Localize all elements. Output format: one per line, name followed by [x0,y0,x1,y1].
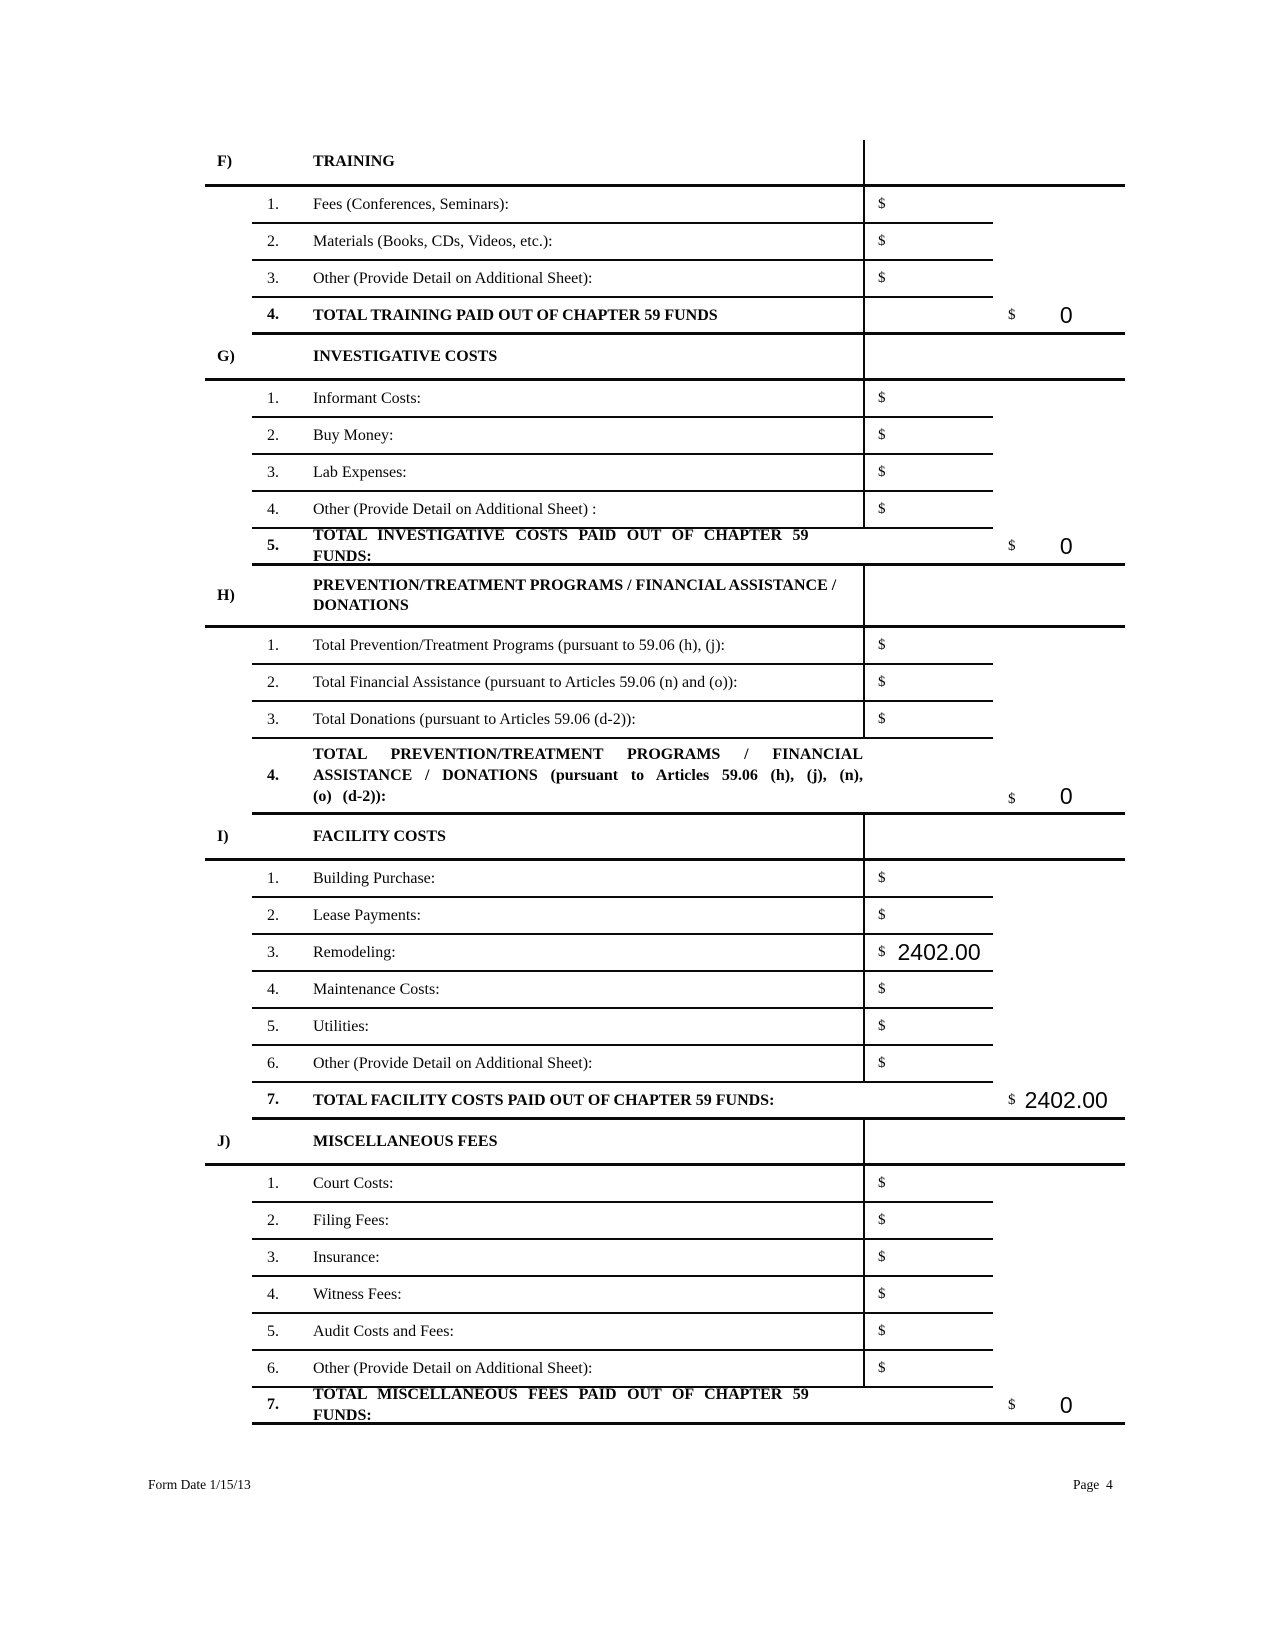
section-letter: F) [217,153,233,170]
row-label-cell [313,1388,863,1425]
row-label: Court Costs: [313,1175,394,1192]
form-row [205,972,1125,1009]
row-number: 1. [267,1174,279,1192]
form-row [205,1314,1125,1351]
row-number-cell [252,861,313,898]
row-label-cell [313,298,863,335]
dollar-sign: $ [878,427,886,443]
amount-cell [863,861,993,898]
row-label: Witness Fees: [313,1286,402,1303]
row-label: Other (Provide Detail on Additional Sheet) : [313,501,597,518]
row-label-cell [313,972,863,1009]
amount-cell [863,455,993,492]
form-row [205,529,1125,566]
row-number: 3. [267,710,279,728]
form-row [205,261,1125,298]
amount-cell [863,1351,993,1388]
dollar-sign: $ [878,1175,886,1191]
form-row [205,1240,1125,1277]
row-label-cell [313,381,863,418]
row-label: Lab Expenses: [313,464,407,481]
header-spacer-cell [252,140,313,187]
row-label-cell [313,898,863,935]
section-letter-cell [205,815,252,861]
row-label-cell [313,1277,863,1314]
total-spacer-cell [993,1240,1125,1277]
header-amount-cell [863,566,993,628]
row-number-cell [252,1083,313,1120]
header-spacer-cell [252,335,313,381]
row-number-cell [252,455,313,492]
form-row [205,455,1125,492]
dollar-sign: $ [1008,306,1016,323]
row-label: Buy Money: [313,427,394,444]
row-label-cell [313,1166,863,1203]
total-spacer-cell [993,224,1125,261]
row-number: 4. [267,766,279,784]
total-amount-field[interactable]: 0 [1059,783,1073,809]
row-number: 1. [267,636,279,654]
section-header-row [205,1120,1125,1166]
row-label: Lease Payments: [313,907,421,924]
section-letter: H) [217,586,235,604]
form-row [205,1046,1125,1083]
amount-cell [863,418,993,455]
header-total-cell [993,335,1125,381]
row-number: 4. [267,306,279,323]
amount-cell [863,665,993,702]
row-label: TOTAL INVESTIGATIVE COSTS PAID OUT OF CHAPTER 59 FUNDS: [313,527,809,565]
header-amount-cell [863,335,993,381]
row-letter-spacer [205,1388,252,1425]
amount-spacer-cell [863,529,993,566]
row-label: Materials (Books, CDs, Videos, etc.): [313,233,553,250]
row-number-cell [252,1314,313,1351]
row-label-cell [313,418,863,455]
row-number-cell [252,972,313,1009]
dollar-sign: $ [1008,791,1016,807]
section-title: INVESTIGATIVE COSTS [313,347,498,365]
total-amount-cell [993,298,1125,335]
row-number: 5. [267,1322,279,1340]
row-label-cell [313,1083,863,1120]
total-spacer-cell [993,418,1125,455]
row-label: TOTAL TRAINING PAID OUT OF CHAPTER 59 FUNDS [313,306,718,324]
section-title: TRAINING [313,153,395,170]
total-spacer-cell [993,261,1125,298]
row-number: 3. [267,269,279,287]
form-row [205,1388,1125,1425]
form-row [205,187,1125,224]
expense-form-table [205,140,1125,1425]
dollar-sign: $ [878,390,886,406]
row-label: Other (Provide Detail on Additional Sheet): [313,1360,593,1377]
amount-cell [863,1314,993,1351]
header-total-cell [993,1120,1125,1166]
row-number-cell [252,381,313,418]
dollar-sign: $ [878,1212,886,1228]
form-row [205,1009,1125,1046]
total-spacer-cell [993,702,1125,739]
dollar-sign: $ [878,196,886,212]
section-header-row [205,815,1125,861]
form-row [205,898,1125,935]
amount-cell [863,261,993,298]
section-letter-cell [205,335,252,381]
row-letter-spacer [205,529,252,566]
dollar-sign: $ [878,1055,886,1071]
row-letter-spacer [205,1166,252,1203]
amount-cell [863,492,993,529]
total-spacer-cell [993,1351,1125,1388]
row-label: TOTAL MISCELLANEOUS FEES PAID OUT OF CHAPTER 59 FUNDS: [313,1386,809,1424]
dollar-sign: $ [878,501,886,517]
amount-cell [863,187,993,224]
dollar-sign: $ [878,1018,886,1034]
amount-cell [863,1277,993,1314]
form-row [205,1166,1125,1203]
row-letter-spacer [205,1240,252,1277]
row-number-cell [252,898,313,935]
row-letter-spacer [205,702,252,739]
row-letter-spacer [205,1351,252,1388]
dollar-sign: $ [878,711,886,727]
total-amount-cell [993,739,1125,815]
total-spacer-cell [993,898,1125,935]
section-title-cell [313,566,863,628]
row-label-cell [313,492,863,529]
row-number-cell [252,1388,313,1425]
form-row [205,381,1125,418]
amount-cell [863,935,993,972]
row-letter-spacer [205,861,252,898]
row-label-cell [313,665,863,702]
form-row [205,702,1125,739]
section-header-row [205,140,1125,187]
total-amount-cell [993,1388,1125,1425]
dollar-sign: $ [878,674,886,690]
form-row [205,224,1125,261]
form-row [205,665,1125,702]
amount-cell [863,972,993,1009]
amount-spacer-cell [863,298,993,335]
row-letter-spacer [205,1203,252,1240]
section-header-row [205,566,1125,628]
section-title: PREVENTION/TREATMENT PROGRAMS / FINANCIAL ASSISTANCE / DONATIONS [313,576,837,614]
dollar-sign: $ [878,944,886,960]
row-label-cell [313,628,863,665]
total-spacer-cell [993,628,1125,665]
row-label: Other (Provide Detail on Additional Sheet): [313,270,593,287]
form-row [205,1351,1125,1388]
row-letter-spacer [205,381,252,418]
row-number-cell [252,1046,313,1083]
row-number-cell [252,529,313,566]
form-row [205,1083,1125,1120]
dollar-sign: $ [878,270,886,286]
row-number: 4. [267,980,279,998]
header-amount-cell [863,1120,993,1166]
row-number-cell [252,1240,313,1277]
row-letter-spacer [205,1009,252,1046]
row-label-cell [313,1351,863,1388]
row-number: 3. [267,463,279,481]
total-amount-field[interactable]: 0 [1059,532,1073,559]
amount-spacer-cell [863,1388,993,1425]
row-number: 3. [267,943,279,961]
total-amount-field[interactable]: 0 [1059,301,1073,328]
amount-cell [863,1166,993,1203]
row-letter-spacer [205,1046,252,1083]
dollar-sign: $ [878,1249,886,1265]
row-letter-spacer [205,935,252,972]
form-row [205,418,1125,455]
amount-cell [863,1240,993,1277]
amount-spacer-cell [863,739,993,815]
total-spacer-cell [993,1046,1125,1083]
total-spacer-cell [993,455,1125,492]
row-letter-spacer [205,1083,252,1120]
amount-cell [863,224,993,261]
row-number-cell [252,1166,313,1203]
row-letter-spacer [205,1277,252,1314]
row-label-cell [313,1046,863,1083]
row-number: 6. [267,1054,279,1072]
amount-cell [863,702,993,739]
header-total-cell [993,815,1125,861]
section-title: FACILITY COSTS [313,827,446,845]
row-label-cell [313,1314,863,1351]
header-spacer-cell [252,1120,313,1166]
row-number-cell [252,418,313,455]
form-row [205,298,1125,335]
row-label: Building Purchase: [313,870,436,887]
row-number-cell [252,1009,313,1046]
row-letter-spacer [205,298,252,335]
amount-cell [863,1203,993,1240]
total-spacer-cell [993,492,1125,529]
section-header-row [205,335,1125,381]
row-number: 2. [267,426,279,444]
amount-cell [863,898,993,935]
header-spacer-cell [252,566,313,628]
row-number-cell [252,702,313,739]
row-number-cell [252,492,313,529]
row-number: 5. [267,1017,279,1035]
row-label-cell [313,861,863,898]
dollar-sign: $ [1008,537,1016,554]
row-number-cell [252,628,313,665]
dollar-sign: $ [878,1286,886,1302]
row-number: 1. [267,195,279,213]
dollar-sign: $ [878,1360,886,1376]
row-label: Remodeling: [313,944,396,961]
dollar-sign: $ [878,907,886,923]
section-letter: G) [217,347,235,365]
section-letter: J) [217,1132,231,1150]
row-number-cell [252,187,313,224]
section-letter-cell [205,566,252,628]
section-title-cell [313,815,863,861]
dollar-sign: $ [878,637,886,653]
total-spacer-cell [993,381,1125,418]
section-letter: I) [217,827,229,845]
total-amount-field[interactable]: 2402.00 [1024,1086,1108,1113]
row-label-cell [313,1203,863,1240]
row-label: Audit Costs and Fees: [313,1323,454,1340]
footer-page-number: Page 4 [1073,1477,1113,1492]
row-number-cell [252,665,313,702]
row-letter-spacer [205,187,252,224]
row-number-cell [252,298,313,335]
row-letter-spacer [205,224,252,261]
total-spacer-cell [993,1203,1125,1240]
row-label-cell [313,187,863,224]
row-label-cell [313,1240,863,1277]
row-number: 2. [267,906,279,924]
row-number: 4. [267,1285,279,1303]
row-letter-spacer [205,418,252,455]
row-number-cell [252,935,313,972]
row-letter-spacer [205,972,252,1009]
dollar-sign: $ [878,233,886,249]
row-number-cell [252,261,313,298]
total-spacer-cell [993,665,1125,702]
row-number: 3. [267,1248,279,1266]
section-letter-cell [205,140,252,187]
row-number: 6. [267,1359,279,1377]
header-total-cell [993,566,1125,628]
row-label-cell [313,702,863,739]
header-spacer-cell [252,815,313,861]
row-number-cell [252,1203,313,1240]
row-label-cell [313,935,863,972]
total-amount-field[interactable]: 0 [1059,1391,1073,1418]
section-title-cell [313,335,863,381]
total-amount-cell [993,1083,1125,1120]
total-spacer-cell [993,1277,1125,1314]
dollar-sign: $ [878,981,886,997]
form-row [205,739,1125,815]
dollar-sign: $ [1008,1396,1016,1413]
row-label: Utilities: [313,1018,369,1035]
row-letter-spacer [205,492,252,529]
row-label: Total Prevention/Treatment Programs (pursuant to 59.06 (h), (j): [313,637,725,654]
row-number: 7. [267,1091,279,1108]
row-number: 1. [267,389,279,407]
row-letter-spacer [205,455,252,492]
amount-cell [863,381,993,418]
amount-cell [863,1046,993,1083]
row-label: Informant Costs: [313,390,421,407]
form-row [205,1203,1125,1240]
amount-cell [863,628,993,665]
row-label: Total Donations (pursuant to Articles 59.06 (d-2)): [313,711,636,728]
row-label: TOTAL FACILITY COSTS PAID OUT OF CHAPTER 59 FUNDS: [313,1091,775,1109]
row-letter-spacer [205,261,252,298]
row-number: 2. [267,1211,279,1229]
section-title-cell [313,140,863,187]
dollar-sign: $ [878,464,886,480]
form-row [205,492,1125,529]
row-label: Filing Fees: [313,1212,390,1229]
header-amount-cell [863,815,993,861]
row-letter-spacer [205,898,252,935]
row-number: 7. [267,1396,279,1413]
form-row [205,861,1125,898]
row-label-cell [313,739,863,815]
section-title: MISCELLANEOUS FEES [313,1132,498,1150]
form-row [205,1277,1125,1314]
row-number-cell [252,1351,313,1388]
row-label: Insurance: [313,1249,380,1266]
total-spacer-cell [993,861,1125,898]
total-spacer-cell [993,972,1125,1009]
row-number: 2. [267,232,279,250]
row-letter-spacer [205,665,252,702]
section-letter-cell [205,1120,252,1166]
total-spacer-cell [993,1166,1125,1203]
row-letter-spacer [205,1314,252,1351]
row-label: Maintenance Costs: [313,981,440,998]
row-label-cell [313,529,863,566]
row-number: 4. [267,500,279,518]
row-letter-spacer [205,628,252,665]
amount-cell [863,1009,993,1046]
dollar-sign: $ [878,1323,886,1339]
row-label: Fees (Conferences, Seminars): [313,196,509,213]
row-number: 5. [267,537,279,554]
row-letter-spacer [205,739,252,815]
row-number: 1. [267,869,279,887]
total-spacer-cell [993,1314,1125,1351]
row-label-cell [313,261,863,298]
dollar-sign: $ [878,870,886,886]
form-row [205,628,1125,665]
amount-field[interactable]: 2402.00 [897,939,981,965]
row-label: TOTAL PREVENTION/TREATMENT PROGRAMS / FINANCIAL ASSISTANCE / DONATIONS (pursuant to Articles 59.06 (h), (j), (n), (o) (d-2)): [313,746,863,805]
form-row [205,935,1125,972]
section-title-cell [313,1120,863,1166]
total-amount-cell [993,529,1125,566]
header-amount-cell [863,140,993,187]
total-spacer-cell [993,187,1125,224]
total-spacer-cell [993,935,1125,972]
row-number-cell [252,224,313,261]
row-number-cell [252,739,313,815]
amount-spacer-cell [863,1083,993,1120]
total-spacer-cell [993,1009,1125,1046]
dollar-sign: $ [1008,1091,1016,1108]
row-label: Total Financial Assistance (pursuant to Articles 59.06 (n) and (o)): [313,674,738,691]
row-label-cell [313,224,863,261]
row-label: Other (Provide Detail on Additional Sheet): [313,1055,593,1072]
header-total-cell [993,140,1125,187]
row-label-cell [313,455,863,492]
row-number: 2. [267,673,279,691]
row-number-cell [252,1277,313,1314]
footer-form-date: Form Date 1/15/13 [148,1477,251,1492]
row-label-cell [313,1009,863,1046]
